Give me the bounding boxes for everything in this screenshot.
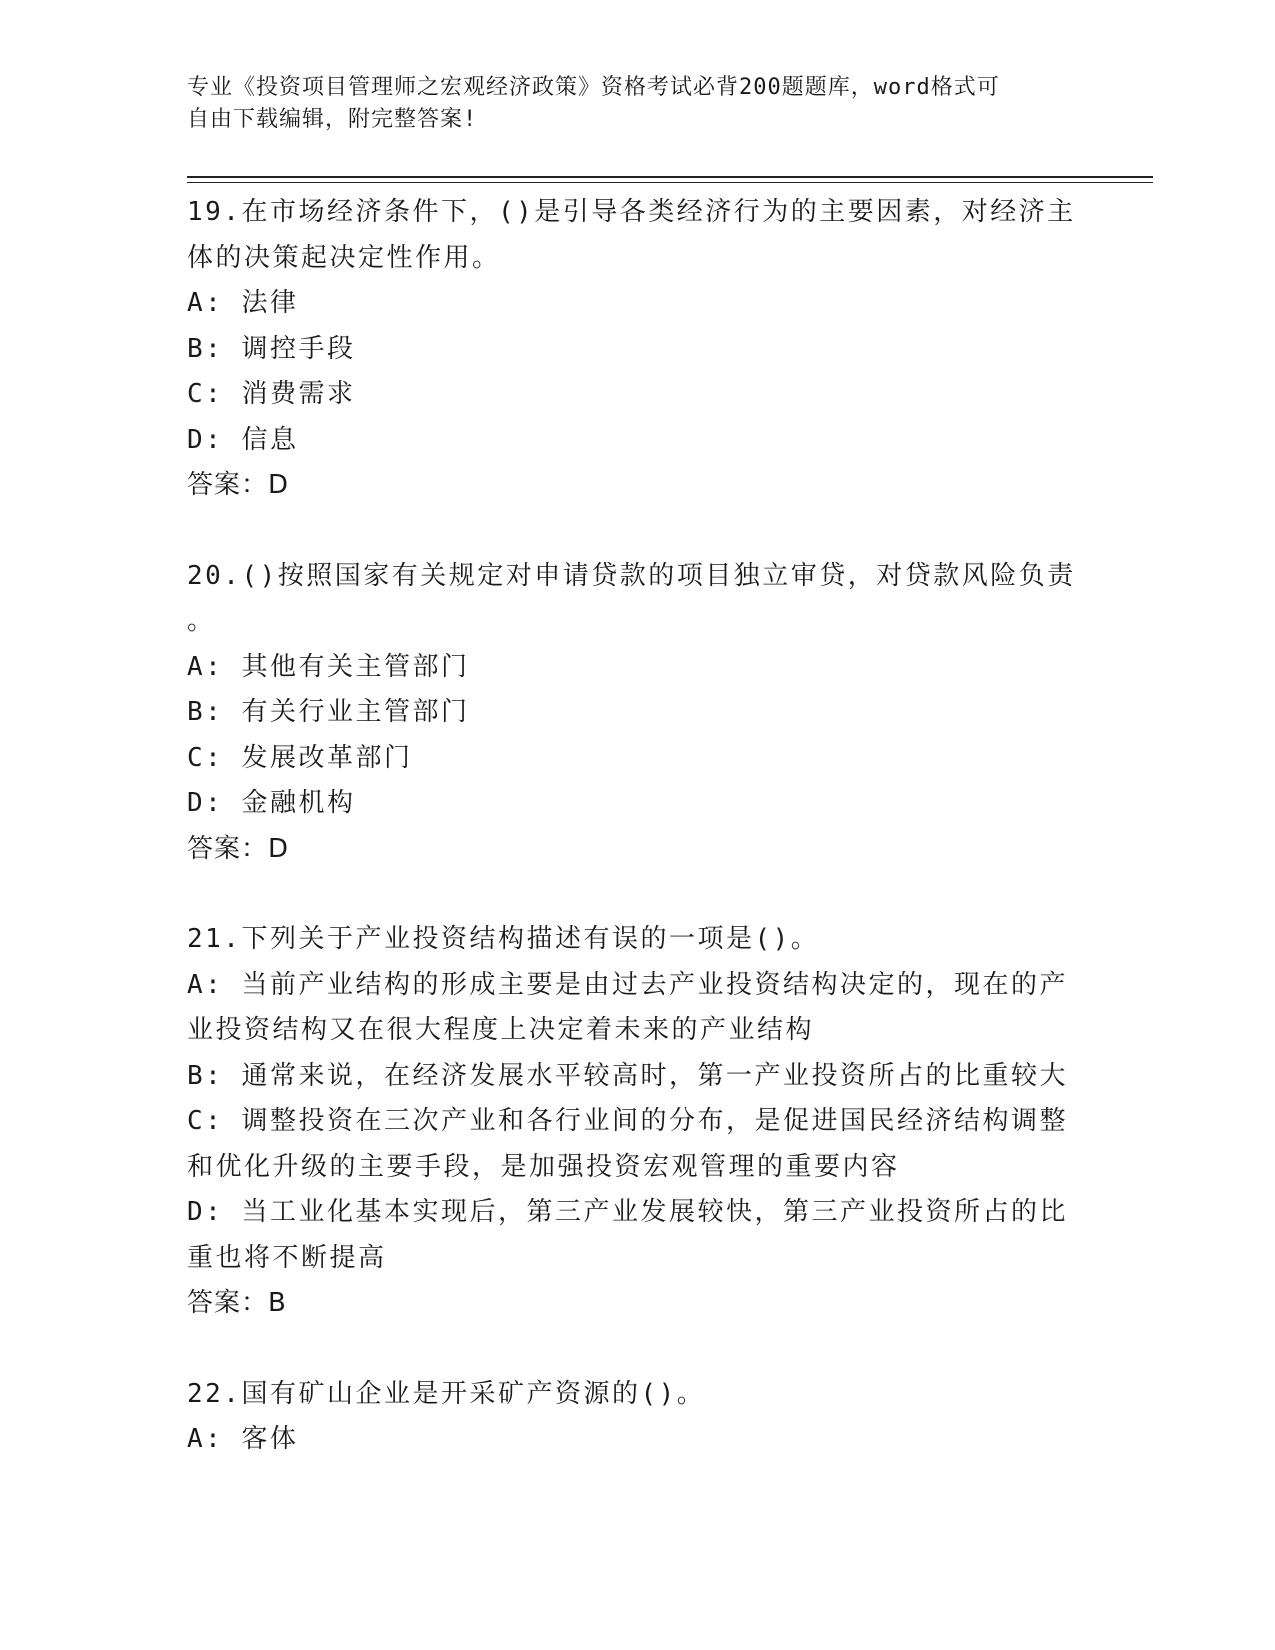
question-stem: 20.()按照国家有关规定对申请贷款的项目独立审贷，对贷款风险负责 [187,560,1076,591]
header-line-2: 自由下载编辑，附完整答案! [187,107,478,132]
header-line-1: 专业《投资项目管理师之宏观经济政策》资格考试必背200题题库，word格式可 [187,75,1000,100]
question-block [187,917,1077,1327]
answer-option: 业投资结构又在很大程度上决定着未来的产业结构 [187,1015,815,1045]
answer-option: B: 通常来说，在经济发展水平较高时，第一产业投资所占的比重较大 [187,1060,1068,1091]
question-stem: 体的决策起决定性作用。 [187,242,501,273]
question-stem: 22.国有矿山企业是开采矿产资源的()。 [187,1378,706,1409]
question-block [187,554,1077,873]
answer-option: A: 客体 [187,1424,299,1454]
header-divider-thick [187,176,1153,178]
answer-key: 答案：D [187,833,290,864]
answer-option: B: 调控手段 [187,333,356,364]
question-block [187,1372,1077,1463]
answer-option: D: 当工业化基本实现后，第三产业发展较快，第三产业投资所占的比 [187,1197,1068,1227]
question-stem: 。 [187,606,216,636]
answer-option: D: 金融机构 [187,788,356,818]
question-stem: 21.下列关于产业投资结构描述有误的一项是()。 [187,924,820,954]
answer-option: A: 当前产业结构的形成主要是由过去产业投资结构决定的，现在的产 [187,969,1068,1000]
answer-option: C: 调整投资在三次产业和各行业间的分布，是促进国民经济结构调整 [187,1106,1068,1136]
question-list [187,190,1077,1508]
answer-option: A: 其他有关主管部门 [187,651,470,682]
answer-key: 答案：D [187,470,290,500]
answer-option: D: 信息 [187,424,299,455]
answer-option: A: 法律 [187,288,299,318]
answer-option: 和优化升级的主要手段，是加强投资宏观管理的重要内容 [187,1151,900,1182]
header-divider-thin [187,182,1153,183]
answer-key: 答案：B [187,1288,287,1318]
question-block [187,190,1077,509]
document-header [187,72,1077,136]
answer-option: B: 有关行业主管部门 [187,697,470,727]
answer-option: C: 发展改革部门 [187,742,413,773]
question-stem: 19.在市场经济条件下，()是引导各类经济行为的主要因素，对经济主 [187,197,1076,227]
answer-option: 重也将不断提高 [187,1242,387,1273]
answer-option: C: 消费需求 [187,379,356,409]
